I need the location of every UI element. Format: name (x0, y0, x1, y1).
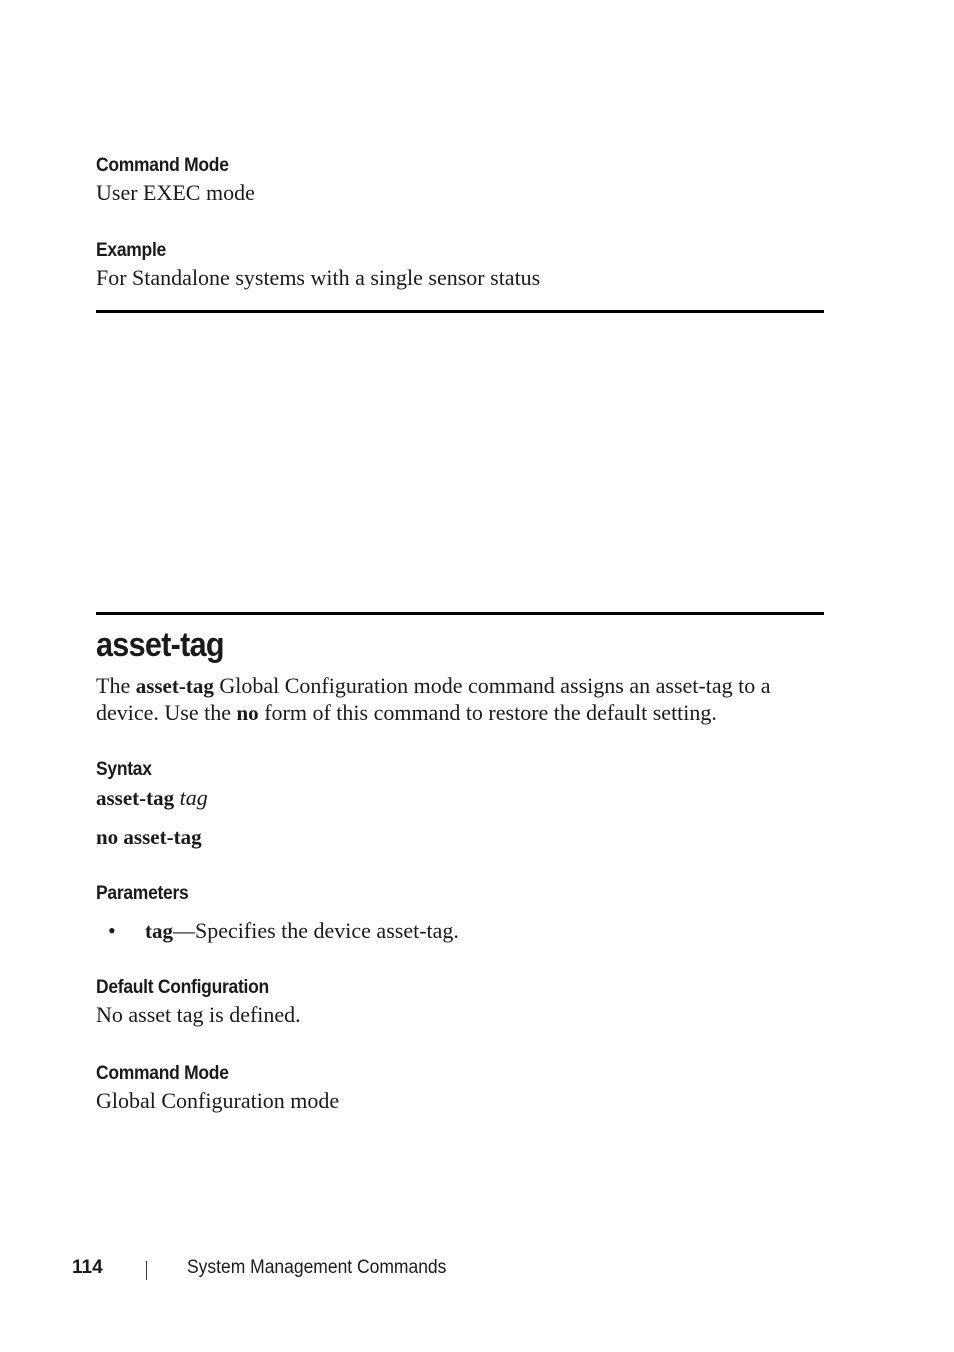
section-title: asset-tag (96, 626, 224, 664)
default-configuration-text: No asset tag is defined. (96, 1002, 301, 1027)
command-mode-heading: Command Mode (96, 155, 229, 176)
page-number: 114 (72, 1257, 103, 1278)
footer-section-title: System Management Commands (187, 1257, 447, 1278)
parameter-name: tag (145, 919, 173, 943)
syntax-argument: tag (179, 785, 208, 810)
section-end-rule (96, 310, 824, 313)
parameter-bullet: • (108, 918, 116, 943)
example-heading: Example (96, 240, 166, 261)
footer-separator (146, 1261, 147, 1280)
description-suffix: form of this command to restore the default setting. (258, 700, 717, 725)
default-configuration-heading: Default Configuration (96, 977, 269, 998)
syntax-line-2: no asset-tag (96, 825, 202, 849)
parameters-heading: Parameters (96, 883, 189, 904)
description-suffix: Global Configuration mode command assigns an asset-tag to a (213, 673, 771, 698)
command-mode-text: User EXEC mode (96, 180, 255, 205)
command-mode-heading: Command Mode (96, 1063, 229, 1084)
parameter-description: —Specifies the device asset-tag. (173, 918, 459, 943)
description-prefix: The (96, 673, 136, 698)
parameter-item (145, 918, 459, 944)
description-line-1 (96, 673, 770, 699)
syntax-line-1 (96, 785, 208, 811)
command-mode-text: Global Configuration mode (96, 1088, 340, 1113)
syntax-command: asset-tag (96, 786, 175, 810)
description-line-2 (96, 700, 717, 726)
description-command: asset-tag (135, 674, 214, 698)
section-start-rule (96, 612, 824, 615)
example-text: For Standalone systems with a single sensor status (96, 265, 541, 290)
description-command: no (236, 701, 259, 725)
syntax-heading: Syntax (96, 759, 152, 780)
description-prefix: device. Use the (96, 700, 237, 725)
